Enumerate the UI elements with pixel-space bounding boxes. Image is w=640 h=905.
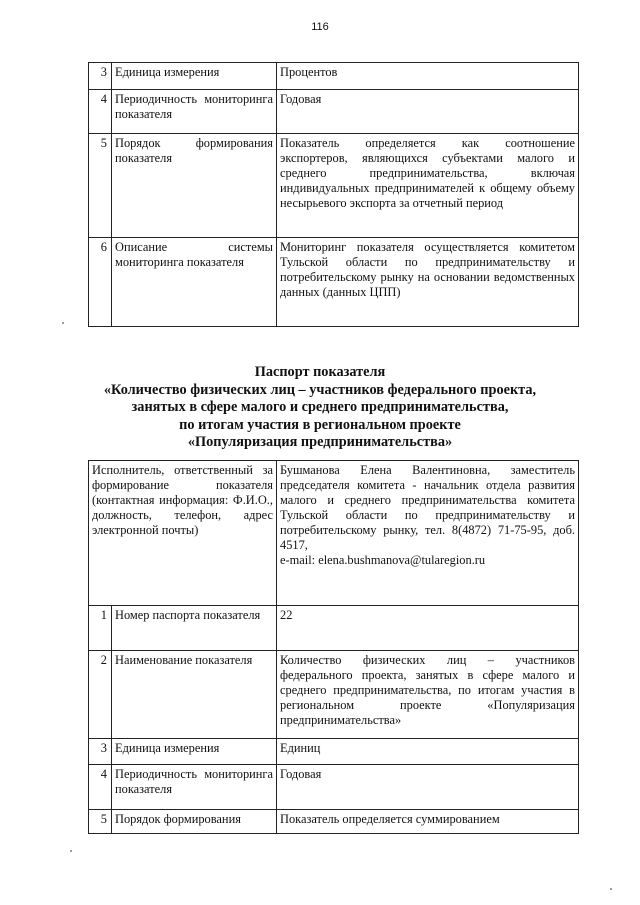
page-number: 116: [311, 21, 329, 33]
row-label: Порядок формирования показателя: [112, 134, 277, 238]
row-number: 3: [89, 739, 112, 765]
row-label: Единица измерения: [112, 63, 277, 90]
executor-label: Исполнитель, ответственный за формирование показателя (контактная информация: Ф.И.О., должность, телефон, адрес электронной почты): [89, 461, 277, 606]
row-number: 5: [89, 134, 112, 238]
executor-contact: Бушманова Елена Валентиновна, заместитель председателя комитета - начальник отдела развития малого и среднего предпринимательства комитета Тульской области по предпринимательству и потребительскому рынку, тел. 8(4872) 71-75-95, доб. 4517,: [280, 463, 575, 552]
heading-line: «Популяризация предпринимательства»: [187, 434, 453, 450]
row-number: 4: [89, 765, 112, 810]
row-label: Описание системы мониторинга показателя: [112, 238, 277, 327]
table-row: [89, 606, 579, 651]
row-value: Мониторинг показателя осуществляется комитетом Тульской области по предпринимательству и потребительскому рынку на основании ведомственных данных (данных ЦПП): [277, 238, 579, 327]
row-value: Процентов: [277, 63, 579, 90]
passport-heading: [60, 364, 580, 452]
table-row: [89, 765, 579, 810]
row-label: Периодичность мониторинга показателя: [112, 90, 277, 134]
row-number: 2: [89, 651, 112, 739]
scan-speck: [70, 850, 72, 852]
scan-speck: [610, 888, 612, 890]
row-value: Единиц: [277, 739, 579, 765]
heading-line: Паспорт показателя: [254, 364, 386, 380]
row-number: 5: [89, 810, 112, 834]
row-number: 3: [89, 63, 112, 90]
heading-line: по итогам участия в региональном проекте: [179, 416, 461, 433]
heading-line: занятых в сфере малого и среднего предпринимательства,: [131, 399, 509, 415]
table-row: [89, 810, 579, 834]
row-number: 4: [89, 90, 112, 134]
row-number: 6: [89, 238, 112, 327]
scan-speck: [62, 322, 64, 324]
table-row: [89, 238, 579, 327]
row-value: Годовая: [277, 765, 579, 810]
row-value: 22: [277, 606, 579, 651]
table-row: [89, 739, 579, 765]
indicator-passport-table: [88, 460, 579, 834]
row-value: Показатель определяется суммированием: [277, 810, 579, 834]
table-row: [89, 134, 579, 238]
executor-value: [277, 461, 579, 606]
indicator-table-previous: [88, 62, 579, 327]
row-number: 1: [89, 606, 112, 651]
row-value: Показатель определяется как соотношение экспортеров, являющихся субъектами малого и среднего предпринимательства, включая индивидуальных предпринимателей к общему объему несырьевого экспорта за отчетный период: [277, 134, 579, 238]
row-label: Номер паспорта показателя: [112, 606, 277, 651]
row-value: Количество физических лиц – участников федерального проекта, занятых в сфере малого и среднего предпринимательства, по итогам участия в региональном проекте «Популяризация предпринимательства»: [277, 651, 579, 739]
table-row: [89, 461, 579, 606]
row-value: Годовая: [277, 90, 579, 134]
heading-line: «Количество физических лиц – участников федерального проекта,: [103, 381, 537, 398]
table-row: [89, 651, 579, 739]
row-label: Наименование показателя: [112, 651, 277, 739]
table-row: [89, 90, 579, 134]
row-label: Единица измерения: [112, 739, 277, 765]
table-row: [89, 63, 579, 90]
row-label: Порядок формирования: [112, 810, 277, 834]
executor-email: e-mail: elena.bushmanova@tularegion.ru: [280, 553, 486, 567]
row-label: Периодичность мониторинга показателя: [112, 765, 277, 810]
